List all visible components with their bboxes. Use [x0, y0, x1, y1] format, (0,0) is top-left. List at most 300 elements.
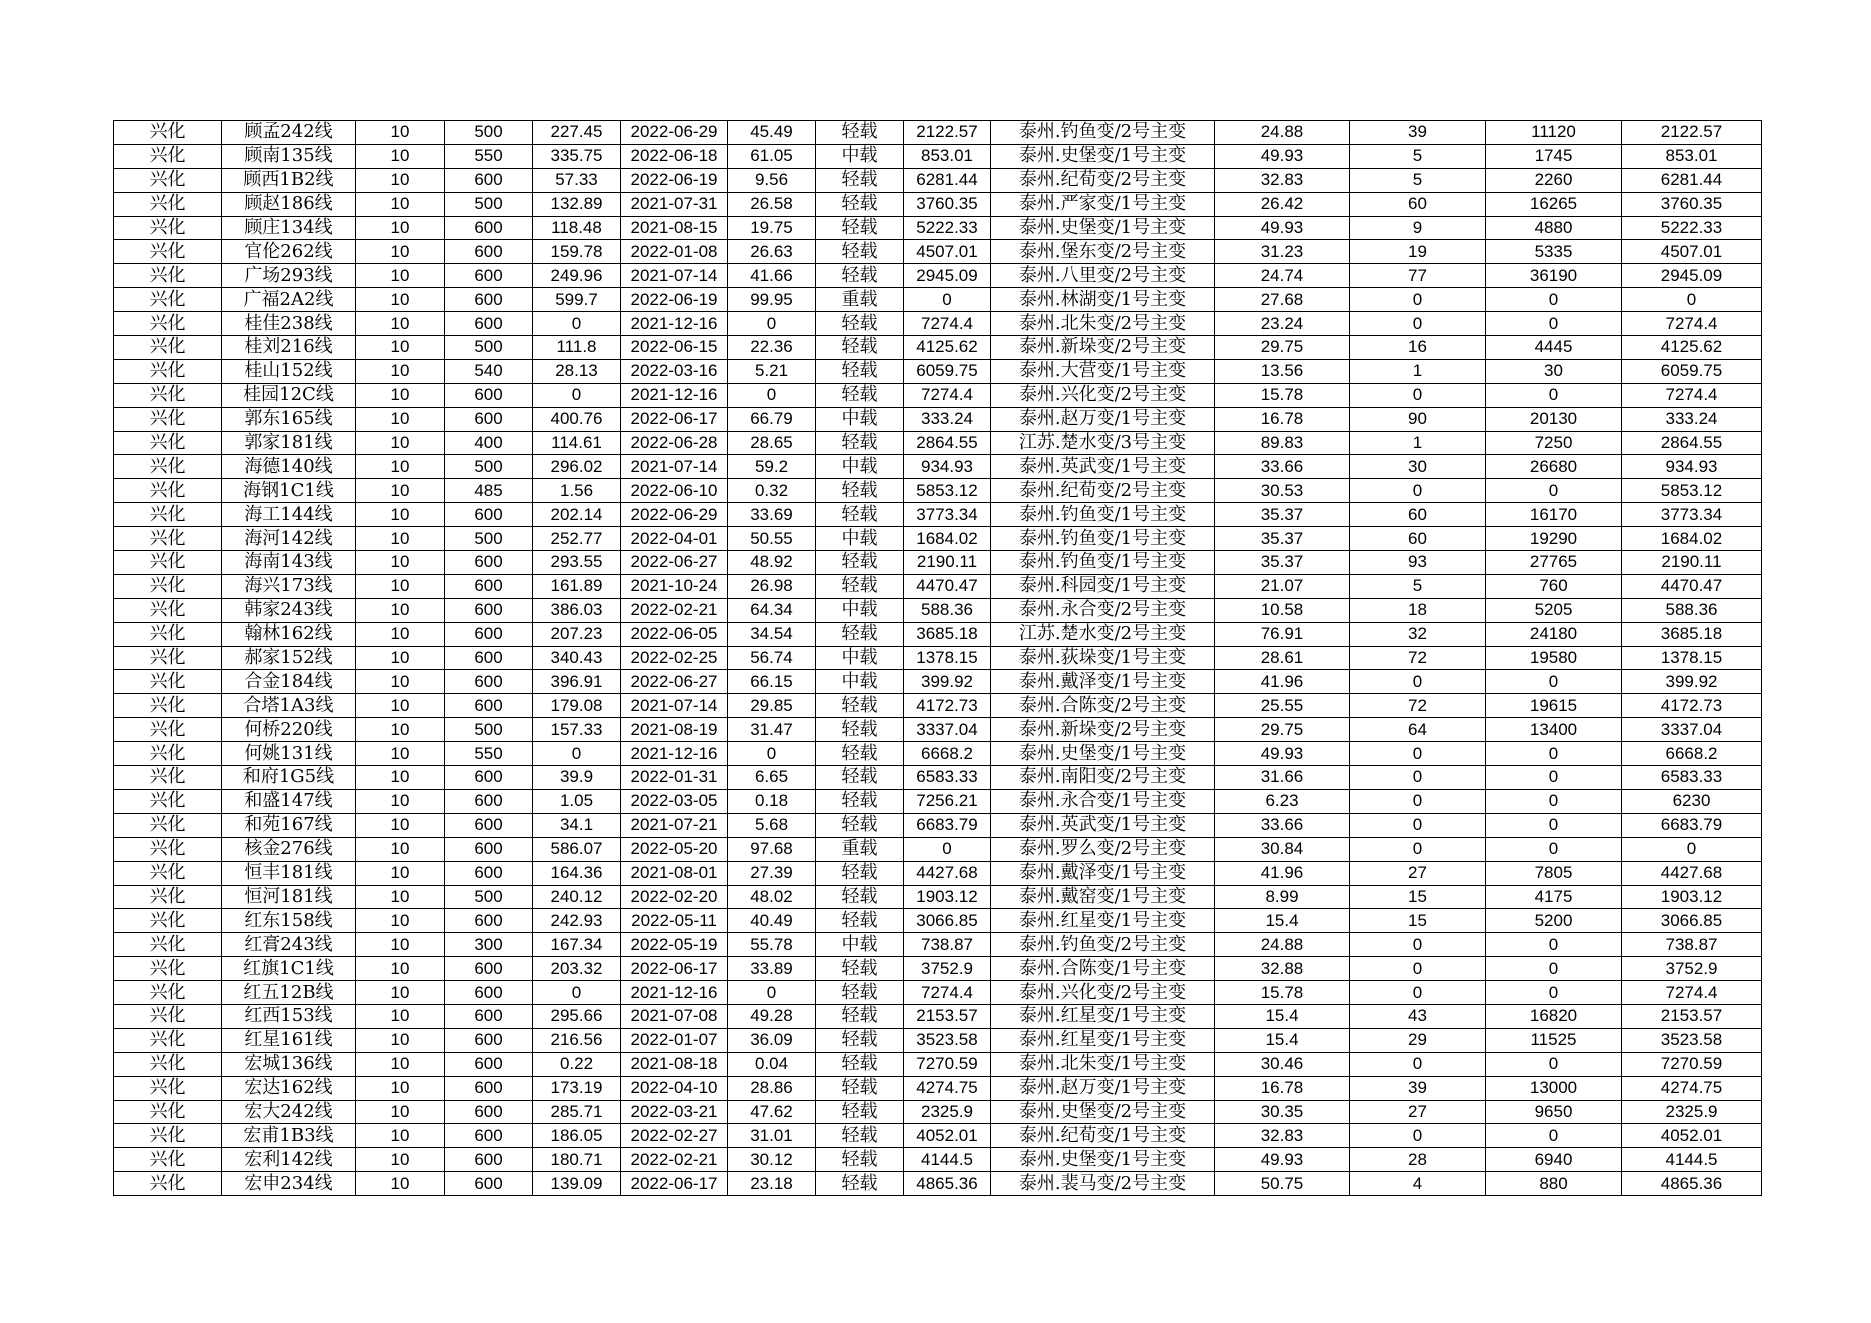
user-capacity-cell: 0 — [1486, 670, 1622, 694]
open-capacity-cell: 6668.2 — [1622, 742, 1762, 766]
feeder-name-cell: 红膏243线 — [222, 933, 356, 957]
max-current-cell: 179.08 — [533, 694, 621, 718]
user-count-cell: 5 — [1350, 168, 1486, 192]
user-capacity-cell: 7805 — [1486, 861, 1622, 885]
voltage-cell: 10 — [356, 288, 445, 312]
load-rate-cell: 66.15 — [728, 670, 816, 694]
open-capacity-cell: 7274.4 — [1622, 981, 1762, 1005]
transformer-load-rate-cell: 26.42 — [1215, 192, 1350, 216]
feeder-name-cell: 海德140线 — [222, 455, 356, 479]
table-row — [114, 264, 1762, 288]
table-row — [114, 981, 1762, 1005]
open-capacity-cell: 4144.5 — [1622, 1148, 1762, 1172]
user-count-cell: 0 — [1350, 933, 1486, 957]
date-cell: 2022-06-17 — [621, 1172, 728, 1196]
load-rate-cell: 34.54 — [728, 622, 816, 646]
table-row — [114, 1004, 1762, 1028]
max-current-cell: 167.34 — [533, 933, 621, 957]
open-capacity-cell: 2325.9 — [1622, 1100, 1762, 1124]
transformer-load-rate-cell: 89.83 — [1215, 431, 1350, 455]
load-status-cell: 轻载 — [816, 574, 904, 598]
user-count-cell: 77 — [1350, 264, 1486, 288]
transformer-load-rate-cell: 24.88 — [1215, 933, 1350, 957]
user-capacity-cell: 24180 — [1486, 622, 1622, 646]
capacity-cell: 600 — [445, 694, 533, 718]
region-cell: 兴化 — [114, 933, 222, 957]
table-row — [114, 646, 1762, 670]
load-rate-cell: 0.18 — [728, 789, 816, 813]
capacity-cell: 600 — [445, 598, 533, 622]
transformer-load-rate-cell: 35.37 — [1215, 551, 1350, 575]
transformer-cell: 泰州.钓鱼变/1号主变 — [991, 551, 1215, 575]
transformer-load-rate-cell: 23.24 — [1215, 312, 1350, 336]
user-capacity-cell: 30 — [1486, 359, 1622, 383]
load-rate-cell: 48.92 — [728, 551, 816, 575]
transformer-cell: 泰州.赵万变/1号主变 — [991, 407, 1215, 431]
max-current-cell: 118.48 — [533, 216, 621, 240]
region-cell: 兴化 — [114, 312, 222, 336]
load-status-cell: 轻载 — [816, 981, 904, 1005]
region-cell: 兴化 — [114, 144, 222, 168]
load-status-cell: 中载 — [816, 455, 904, 479]
capacity-cell: 600 — [445, 1052, 533, 1076]
transformer-load-rate-cell: 30.46 — [1215, 1052, 1350, 1076]
transformer-cell: 泰州.纪荀变/2号主变 — [991, 168, 1215, 192]
max-current-cell: 293.55 — [533, 551, 621, 575]
available-capacity-cell: 4865.36 — [904, 1172, 991, 1196]
load-status-cell: 轻载 — [816, 1124, 904, 1148]
feeder-name-cell: 海兴173线 — [222, 574, 356, 598]
region-cell: 兴化 — [114, 192, 222, 216]
load-rate-cell: 19.75 — [728, 216, 816, 240]
user-capacity-cell: 0 — [1486, 383, 1622, 407]
load-status-cell: 轻载 — [816, 909, 904, 933]
voltage-cell: 10 — [356, 574, 445, 598]
capacity-cell: 300 — [445, 933, 533, 957]
user-capacity-cell: 880 — [1486, 1172, 1622, 1196]
available-capacity-cell: 333.24 — [904, 407, 991, 431]
date-cell: 2022-02-25 — [621, 646, 728, 670]
user-count-cell: 64 — [1350, 718, 1486, 742]
open-capacity-cell: 7274.4 — [1622, 383, 1762, 407]
capacity-cell: 500 — [445, 336, 533, 360]
table-row — [114, 766, 1762, 790]
transformer-load-rate-cell: 76.91 — [1215, 622, 1350, 646]
load-rate-cell: 0.32 — [728, 479, 816, 503]
table-body — [114, 121, 1762, 1196]
voltage-cell: 10 — [356, 742, 445, 766]
table-row — [114, 503, 1762, 527]
date-cell: 2021-07-14 — [621, 264, 728, 288]
user-count-cell: 0 — [1350, 383, 1486, 407]
load-rate-cell: 36.09 — [728, 1028, 816, 1052]
max-current-cell: 1.05 — [533, 789, 621, 813]
available-capacity-cell: 1903.12 — [904, 885, 991, 909]
load-rate-cell: 28.86 — [728, 1076, 816, 1100]
transformer-load-rate-cell: 31.66 — [1215, 766, 1350, 790]
max-current-cell: 57.33 — [533, 168, 621, 192]
capacity-cell: 600 — [445, 622, 533, 646]
user-count-cell: 0 — [1350, 1052, 1486, 1076]
date-cell: 2021-07-31 — [621, 192, 728, 216]
region-cell: 兴化 — [114, 1100, 222, 1124]
voltage-cell: 10 — [356, 121, 445, 145]
user-count-cell: 0 — [1350, 837, 1486, 861]
transformer-load-rate-cell: 35.37 — [1215, 527, 1350, 551]
user-capacity-cell: 0 — [1486, 957, 1622, 981]
load-rate-cell: 41.66 — [728, 264, 816, 288]
table-row — [114, 813, 1762, 837]
user-capacity-cell: 5205 — [1486, 598, 1622, 622]
open-capacity-cell: 2153.57 — [1622, 1004, 1762, 1028]
feeder-name-cell: 顾赵186线 — [222, 192, 356, 216]
transformer-cell: 泰州.罗么变/2号主变 — [991, 837, 1215, 861]
open-capacity-cell: 7270.59 — [1622, 1052, 1762, 1076]
user-count-cell: 0 — [1350, 742, 1486, 766]
region-cell: 兴化 — [114, 1124, 222, 1148]
date-cell: 2022-01-07 — [621, 1028, 728, 1052]
date-cell: 2021-12-16 — [621, 312, 728, 336]
max-current-cell: 34.1 — [533, 813, 621, 837]
voltage-cell: 10 — [356, 264, 445, 288]
transformer-load-rate-cell: 49.93 — [1215, 1148, 1350, 1172]
load-rate-cell: 0 — [728, 312, 816, 336]
transformer-cell: 泰州.八里变/2号主变 — [991, 264, 1215, 288]
transformer-load-rate-cell: 16.78 — [1215, 407, 1350, 431]
open-capacity-cell: 934.93 — [1622, 455, 1762, 479]
max-current-cell: 285.71 — [533, 1100, 621, 1124]
transformer-load-rate-cell: 10.58 — [1215, 598, 1350, 622]
feeder-name-cell: 宏利142线 — [222, 1148, 356, 1172]
table-row — [114, 455, 1762, 479]
user-count-cell: 93 — [1350, 551, 1486, 575]
transformer-cell: 江苏.楚水变/3号主变 — [991, 431, 1215, 455]
max-current-cell: 586.07 — [533, 837, 621, 861]
max-current-cell: 252.77 — [533, 527, 621, 551]
load-rate-cell: 26.58 — [728, 192, 816, 216]
table-row — [114, 216, 1762, 240]
open-capacity-cell: 4274.75 — [1622, 1076, 1762, 1100]
open-capacity-cell: 2945.09 — [1622, 264, 1762, 288]
date-cell: 2022-01-08 — [621, 240, 728, 264]
transformer-load-rate-cell: 27.68 — [1215, 288, 1350, 312]
load-status-cell: 重载 — [816, 288, 904, 312]
max-current-cell: 132.89 — [533, 192, 621, 216]
region-cell: 兴化 — [114, 383, 222, 407]
open-capacity-cell: 4052.01 — [1622, 1124, 1762, 1148]
load-rate-cell: 29.85 — [728, 694, 816, 718]
available-capacity-cell: 0 — [904, 288, 991, 312]
transformer-load-rate-cell: 33.66 — [1215, 455, 1350, 479]
max-current-cell: 39.9 — [533, 766, 621, 790]
max-current-cell: 0 — [533, 383, 621, 407]
user-capacity-cell: 19615 — [1486, 694, 1622, 718]
voltage-cell: 10 — [356, 861, 445, 885]
max-current-cell: 1.56 — [533, 479, 621, 503]
open-capacity-cell: 2864.55 — [1622, 431, 1762, 455]
load-status-cell: 轻载 — [816, 503, 904, 527]
voltage-cell: 10 — [356, 837, 445, 861]
region-cell: 兴化 — [114, 359, 222, 383]
max-current-cell: 203.32 — [533, 957, 621, 981]
user-count-cell: 30 — [1350, 455, 1486, 479]
date-cell: 2021-08-15 — [621, 216, 728, 240]
transformer-load-rate-cell: 41.96 — [1215, 670, 1350, 694]
region-cell: 兴化 — [114, 503, 222, 527]
user-capacity-cell: 1745 — [1486, 144, 1622, 168]
region-cell: 兴化 — [114, 216, 222, 240]
load-status-cell: 轻载 — [816, 336, 904, 360]
feeder-name-cell: 恒丰181线 — [222, 861, 356, 885]
user-capacity-cell: 5200 — [1486, 909, 1622, 933]
capacity-cell: 600 — [445, 264, 533, 288]
available-capacity-cell: 4172.73 — [904, 694, 991, 718]
max-current-cell: 335.75 — [533, 144, 621, 168]
user-capacity-cell: 0 — [1486, 742, 1622, 766]
open-capacity-cell: 4470.47 — [1622, 574, 1762, 598]
available-capacity-cell: 4507.01 — [904, 240, 991, 264]
open-capacity-cell: 6230 — [1622, 789, 1762, 813]
available-capacity-cell: 934.93 — [904, 455, 991, 479]
available-capacity-cell: 3066.85 — [904, 909, 991, 933]
open-capacity-cell: 3685.18 — [1622, 622, 1762, 646]
table-row — [114, 407, 1762, 431]
table-row — [114, 837, 1762, 861]
table-row — [114, 861, 1762, 885]
region-cell: 兴化 — [114, 551, 222, 575]
load-rate-cell: 33.69 — [728, 503, 816, 527]
user-capacity-cell: 13400 — [1486, 718, 1622, 742]
date-cell: 2022-04-01 — [621, 527, 728, 551]
max-current-cell: 164.36 — [533, 861, 621, 885]
date-cell: 2022-03-05 — [621, 789, 728, 813]
feeder-name-cell: 海工144线 — [222, 503, 356, 527]
capacity-cell: 600 — [445, 168, 533, 192]
load-status-cell: 轻载 — [816, 216, 904, 240]
capacity-cell: 540 — [445, 359, 533, 383]
load-rate-cell: 30.12 — [728, 1148, 816, 1172]
max-current-cell: 340.43 — [533, 646, 621, 670]
feeder-name-cell: 宏城136线 — [222, 1052, 356, 1076]
max-current-cell: 0 — [533, 742, 621, 766]
load-status-cell: 轻载 — [816, 1100, 904, 1124]
table-row — [114, 1100, 1762, 1124]
load-rate-cell: 47.62 — [728, 1100, 816, 1124]
load-status-cell: 轻载 — [816, 121, 904, 145]
user-capacity-cell: 0 — [1486, 312, 1622, 336]
open-capacity-cell: 333.24 — [1622, 407, 1762, 431]
transformer-cell: 泰州.林湖变/1号主变 — [991, 288, 1215, 312]
user-count-cell: 15 — [1350, 909, 1486, 933]
user-count-cell: 0 — [1350, 479, 1486, 503]
feeder-name-cell: 红旗1C1线 — [222, 957, 356, 981]
transformer-cell: 泰州.北朱变/2号主变 — [991, 312, 1215, 336]
date-cell: 2021-12-16 — [621, 742, 728, 766]
available-capacity-cell: 3773.34 — [904, 503, 991, 527]
region-cell: 兴化 — [114, 766, 222, 790]
user-capacity-cell: 16170 — [1486, 503, 1622, 527]
load-status-cell: 轻载 — [816, 383, 904, 407]
date-cell: 2022-03-16 — [621, 359, 728, 383]
voltage-cell: 10 — [356, 1172, 445, 1196]
transformer-cell: 泰州.科园变/1号主变 — [991, 574, 1215, 598]
transformer-load-rate-cell: 28.61 — [1215, 646, 1350, 670]
feeder-name-cell: 郭家181线 — [222, 431, 356, 455]
voltage-cell: 10 — [356, 957, 445, 981]
voltage-cell: 10 — [356, 1052, 445, 1076]
user-capacity-cell: 13000 — [1486, 1076, 1622, 1100]
capacity-cell: 600 — [445, 646, 533, 670]
region-cell: 兴化 — [114, 527, 222, 551]
capacity-cell: 600 — [445, 1076, 533, 1100]
voltage-cell: 10 — [356, 216, 445, 240]
load-status-cell: 轻载 — [816, 742, 904, 766]
user-count-cell: 90 — [1350, 407, 1486, 431]
feeder-name-cell: 宏大242线 — [222, 1100, 356, 1124]
capacity-cell: 600 — [445, 861, 533, 885]
available-capacity-cell: 2325.9 — [904, 1100, 991, 1124]
user-count-cell: 0 — [1350, 766, 1486, 790]
max-current-cell: 396.91 — [533, 670, 621, 694]
voltage-cell: 10 — [356, 1004, 445, 1028]
transformer-cell: 泰州.纪荀变/2号主变 — [991, 479, 1215, 503]
max-current-cell: 186.05 — [533, 1124, 621, 1148]
feeder-name-cell: 海南143线 — [222, 551, 356, 575]
user-count-cell: 72 — [1350, 646, 1486, 670]
open-capacity-cell: 2190.11 — [1622, 551, 1762, 575]
table-row — [114, 933, 1762, 957]
user-count-cell: 72 — [1350, 694, 1486, 718]
available-capacity-cell: 4274.75 — [904, 1076, 991, 1100]
load-rate-cell: 0 — [728, 742, 816, 766]
table-row — [114, 1148, 1762, 1172]
user-count-cell: 18 — [1350, 598, 1486, 622]
load-rate-cell: 22.36 — [728, 336, 816, 360]
capacity-cell: 600 — [445, 789, 533, 813]
load-rate-cell: 40.49 — [728, 909, 816, 933]
capacity-cell: 550 — [445, 742, 533, 766]
user-count-cell: 5 — [1350, 574, 1486, 598]
feeder-name-cell: 广场293线 — [222, 264, 356, 288]
region-cell: 兴化 — [114, 240, 222, 264]
open-capacity-cell: 3760.35 — [1622, 192, 1762, 216]
transformer-cell: 泰州.兴化变/2号主变 — [991, 383, 1215, 407]
transformer-load-rate-cell: 32.83 — [1215, 1124, 1350, 1148]
user-capacity-cell: 36190 — [1486, 264, 1622, 288]
user-count-cell: 0 — [1350, 670, 1486, 694]
voltage-cell: 10 — [356, 551, 445, 575]
user-count-cell: 60 — [1350, 527, 1486, 551]
user-capacity-cell: 5335 — [1486, 240, 1622, 264]
user-count-cell: 4 — [1350, 1172, 1486, 1196]
feeder-name-cell: 顾庄134线 — [222, 216, 356, 240]
capacity-cell: 600 — [445, 1172, 533, 1196]
region-cell: 兴化 — [114, 957, 222, 981]
user-count-cell: 9 — [1350, 216, 1486, 240]
load-rate-cell: 97.68 — [728, 837, 816, 861]
available-capacity-cell: 6668.2 — [904, 742, 991, 766]
user-count-cell: 5 — [1350, 144, 1486, 168]
feeder-name-cell: 桂山152线 — [222, 359, 356, 383]
load-status-cell: 轻载 — [816, 694, 904, 718]
date-cell: 2022-06-29 — [621, 121, 728, 145]
user-count-cell: 29 — [1350, 1028, 1486, 1052]
region-cell: 兴化 — [114, 813, 222, 837]
transformer-cell: 泰州.史堡变/1号主变 — [991, 216, 1215, 240]
available-capacity-cell: 6059.75 — [904, 359, 991, 383]
region-cell: 兴化 — [114, 742, 222, 766]
load-rate-cell: 55.78 — [728, 933, 816, 957]
capacity-cell: 600 — [445, 1148, 533, 1172]
voltage-cell: 10 — [356, 144, 445, 168]
region-cell: 兴化 — [114, 789, 222, 813]
open-capacity-cell: 3773.34 — [1622, 503, 1762, 527]
table-row — [114, 789, 1762, 813]
load-rate-cell: 99.95 — [728, 288, 816, 312]
region-cell: 兴化 — [114, 981, 222, 1005]
transformer-load-rate-cell: 15.4 — [1215, 909, 1350, 933]
user-count-cell: 39 — [1350, 121, 1486, 145]
user-count-cell: 0 — [1350, 981, 1486, 1005]
voltage-cell: 10 — [356, 455, 445, 479]
date-cell: 2022-06-19 — [621, 168, 728, 192]
date-cell: 2022-06-18 — [621, 144, 728, 168]
open-capacity-cell: 3337.04 — [1622, 718, 1762, 742]
voltage-cell: 10 — [356, 336, 445, 360]
date-cell: 2022-06-05 — [621, 622, 728, 646]
feeder-name-cell: 合金184线 — [222, 670, 356, 694]
user-capacity-cell: 2260 — [1486, 168, 1622, 192]
capacity-cell: 600 — [445, 216, 533, 240]
user-capacity-cell: 0 — [1486, 789, 1622, 813]
load-rate-cell: 26.63 — [728, 240, 816, 264]
user-count-cell: 39 — [1350, 1076, 1486, 1100]
region-cell: 兴化 — [114, 264, 222, 288]
user-capacity-cell: 0 — [1486, 981, 1622, 1005]
date-cell: 2022-02-20 — [621, 885, 728, 909]
available-capacity-cell: 2190.11 — [904, 551, 991, 575]
feeder-name-cell: 广福2A2线 — [222, 288, 356, 312]
max-current-cell: 0 — [533, 312, 621, 336]
max-current-cell: 240.12 — [533, 885, 621, 909]
voltage-cell: 10 — [356, 240, 445, 264]
region-cell: 兴化 — [114, 861, 222, 885]
load-status-cell: 轻载 — [816, 861, 904, 885]
open-capacity-cell: 1684.02 — [1622, 527, 1762, 551]
available-capacity-cell: 5853.12 — [904, 479, 991, 503]
date-cell: 2021-07-21 — [621, 813, 728, 837]
feeder-name-cell: 何桥220线 — [222, 718, 356, 742]
max-current-cell: 139.09 — [533, 1172, 621, 1196]
load-status-cell: 轻载 — [816, 479, 904, 503]
capacity-cell: 600 — [445, 1028, 533, 1052]
region-cell: 兴化 — [114, 168, 222, 192]
available-capacity-cell: 2122.57 — [904, 121, 991, 145]
open-capacity-cell: 4172.73 — [1622, 694, 1762, 718]
transformer-cell: 泰州.大营变/1号主变 — [991, 359, 1215, 383]
open-capacity-cell: 4865.36 — [1622, 1172, 1762, 1196]
date-cell: 2022-02-21 — [621, 598, 728, 622]
date-cell: 2021-08-19 — [621, 718, 728, 742]
user-capacity-cell: 4445 — [1486, 336, 1622, 360]
table-row — [114, 121, 1762, 145]
user-capacity-cell: 0 — [1486, 1124, 1622, 1148]
user-count-cell: 16 — [1350, 336, 1486, 360]
user-capacity-cell: 0 — [1486, 1052, 1622, 1076]
user-capacity-cell: 760 — [1486, 574, 1622, 598]
load-rate-cell: 26.98 — [728, 574, 816, 598]
feeder-name-cell: 红五12B线 — [222, 981, 356, 1005]
